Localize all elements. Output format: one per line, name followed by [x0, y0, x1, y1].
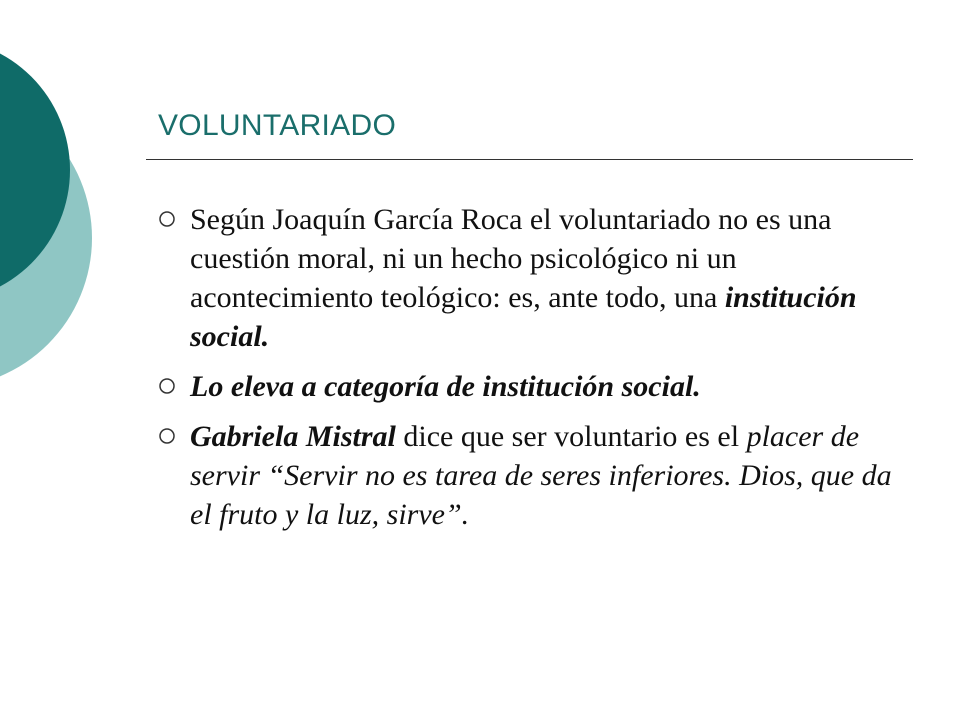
bullet-list — [158, 200, 918, 545]
bullet-2-emphasis: Lo eleva a categoría de institución social. — [190, 370, 701, 403]
circle-outline-icon — [158, 377, 176, 395]
slide-title: VOLUNTARIADO — [158, 109, 397, 142]
title-divider — [146, 159, 913, 160]
bullet-3-italic-quote: placer de servir “Servir no es tarea de seres inferiores. Dios, que da el fruto y la luz, sirve”. — [190, 420, 892, 531]
decorative-circles — [0, 0, 110, 390]
bullet-3-text: dice que ser voluntario es el — [395, 420, 747, 453]
bullet-item-1 — [158, 200, 918, 356]
bullet-item-3 — [158, 417, 918, 534]
bullet-item-2 — [158, 367, 918, 406]
bullet-1-emphasis: institución social. — [190, 281, 857, 353]
bullet-1-text: Según Joaquín García Roca el voluntariado no es una cuestión moral, ni un hecho psicológico ni un acontecimiento teológico: es, ante todo, una — [190, 203, 832, 314]
circle-outline-icon — [158, 427, 176, 445]
circle-outline-icon — [158, 210, 176, 228]
bullet-3-emphasis: Gabriela Mistral — [190, 420, 396, 453]
